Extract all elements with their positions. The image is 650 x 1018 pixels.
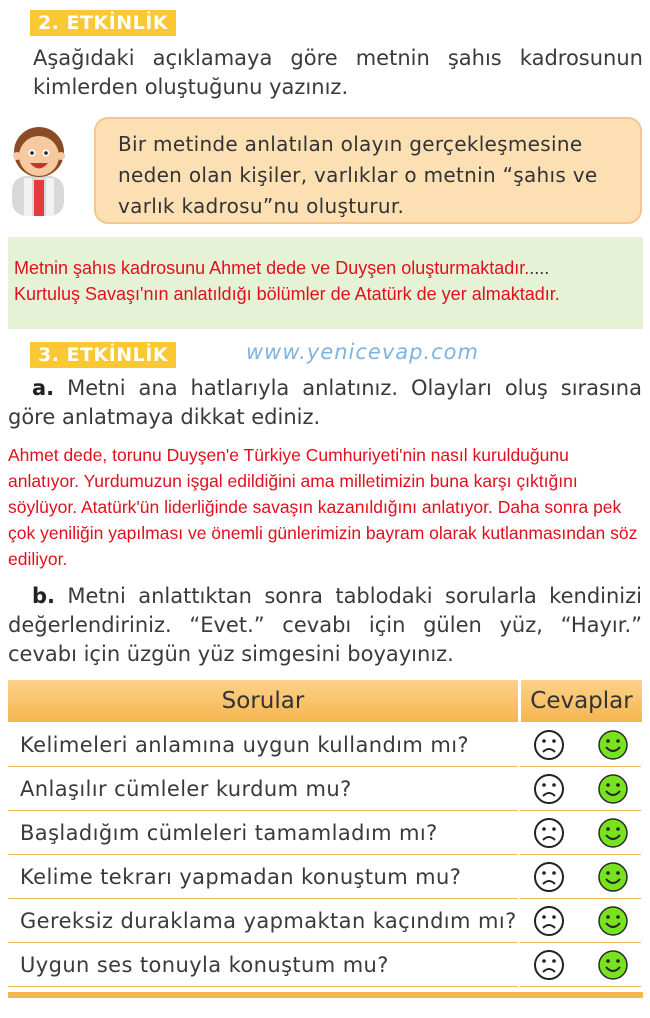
watermark: www.yenicevap.com	[246, 340, 479, 364]
happy-face-icon[interactable]	[597, 817, 629, 853]
sad-face-icon[interactable]	[533, 949, 565, 985]
a-letter: a.	[32, 376, 55, 400]
table-row	[8, 768, 518, 811]
table-row	[8, 724, 518, 767]
happy-face-icon[interactable]	[597, 905, 629, 941]
happy-face-icon[interactable]	[597, 861, 629, 897]
activity-2-instruction: Aşağıdaki açıklamaya göre metnin şahıs kadrosunun kimlerden oluştuğunu yazınız.	[33, 46, 643, 99]
table-row	[8, 856, 518, 899]
definition-text: Bir metinde anlatılan olayın gerçekleşmesine neden olan kişiler, varlıklar o metnin “şahıs ve varlık kadrosu”nu oluşturur.	[118, 132, 598, 218]
sad-face-icon[interactable]	[533, 817, 565, 853]
activity-3-badge: 3. ETKİNLİK	[30, 342, 176, 368]
b-letter: b.	[32, 584, 56, 608]
header-questions: Sorular	[8, 680, 518, 722]
activity-3b-instruction: b. Metni anlattıktan sonra tablodaki sorularla kendinizi değerlendiriniz. “Evet.” cevabı için gülen yüz, “Hayır.” cevabı için üzgün yüz simgesini boyayınız.	[8, 584, 642, 666]
sad-face-icon[interactable]	[533, 905, 565, 941]
activity-3a-instruction: a. Metni ana hatlarıyla anlatınız. Olayları oluş sırasına göre anlatmaya dikkat ediniz.	[8, 376, 642, 429]
question-text: Başladığım cümleleri tamamladım mı?	[20, 821, 438, 845]
happy-face-icon[interactable]	[597, 773, 629, 809]
question-text: Kelimeleri anlamına uygun kullandım mı?	[20, 733, 469, 757]
question-text: Anlaşılır cümleler kurdum mu?	[20, 777, 352, 801]
child-illustration	[6, 120, 72, 218]
table-row	[8, 900, 518, 943]
table-row	[8, 812, 518, 855]
question-text: Gereksiz duraklama yapmaktan kaçındım mı?	[20, 909, 517, 933]
sad-face-icon[interactable]	[533, 773, 565, 809]
activity-2-answer-box	[8, 237, 643, 329]
happy-face-icon[interactable]	[597, 949, 629, 985]
question-text: Uygun ses tonuyla konuştum mu?	[20, 953, 389, 977]
answer-line-2: Kurtuluş Savaşı'nın anlatıldığı bölümler de Atatürk de yer almaktadır.	[14, 284, 560, 304]
definition-speech-bubble	[94, 117, 642, 224]
question-text: Kelime tekrarı yapmadan konuştum mu?	[20, 865, 462, 889]
activity-3a-answer: Ahmet dede, torunu Duyşen'e Türkiye Cumhuriyeti'nin nasıl kurulduğunu anlatıyor. Yurdumuzun işgal edildiğini ama milletimizin buna karşı çıktığını söylüyor. Atatürk'ün liderliğinde savaşın kazanıldığını anlatıyor. Daha sonra pek çok yeniliğin yapılması ve önemli günlerimizin bayram olarak kutlanmasından söz ediliyor.	[8, 445, 638, 569]
sad-face-icon[interactable]	[533, 729, 565, 765]
happy-face-icon[interactable]	[597, 729, 629, 765]
activity-2-badge: 2. ETKİNLİK	[30, 10, 176, 36]
table-row	[8, 944, 518, 987]
header-answers: Cevaplar	[521, 680, 642, 722]
sad-face-icon[interactable]	[533, 861, 565, 897]
answer-line-1: Metnin şahıs kadrosunu Ahmet dede ve Duyşen oluşturmaktadır.....	[14, 258, 550, 278]
